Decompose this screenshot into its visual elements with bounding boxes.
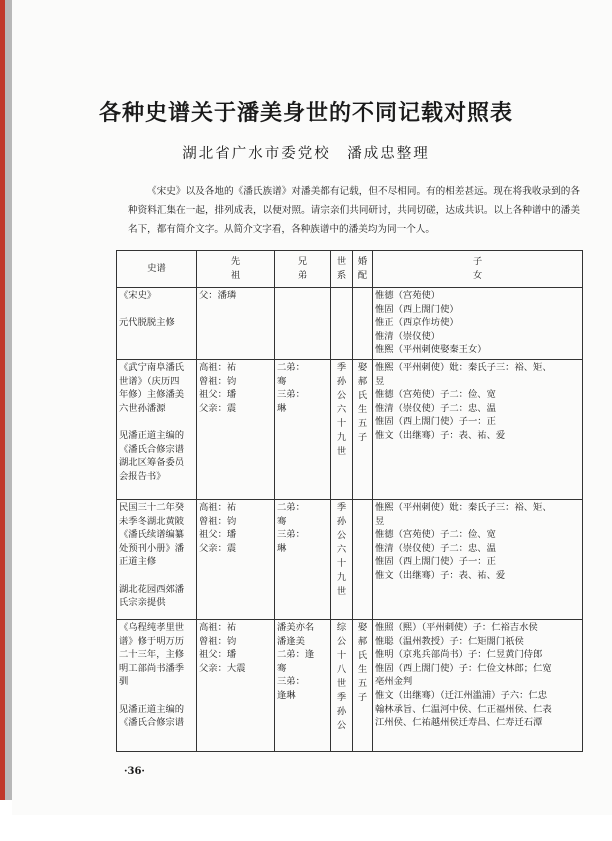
cell-ancestors-line: 高祖：祐: [199, 362, 237, 373]
cell-source-line: 《潘氏续谱编纂: [119, 529, 185, 541]
cell-ancestors-line: 曾祖：钧: [199, 375, 237, 387]
cell-children-line: 昱: [375, 515, 385, 527]
cell-ancestors-line: 父亲：震: [199, 402, 237, 414]
cell-children-line: 惟熙（平州刺使娶秦王女）: [375, 344, 487, 356]
cell-marriage: [353, 620, 373, 752]
cell-source-line: 明工部尚书潘季: [119, 662, 185, 674]
cell-source: [117, 500, 197, 620]
cell-brothers: [275, 288, 331, 360]
cell-source-line: 《潘氏合修宗谱: [119, 717, 185, 729]
cell-source-line: 年修）主修潘美: [119, 389, 185, 401]
cell-marriage-text: 娶郝氏生五子: [357, 622, 368, 703]
cell-children-line: 惟文（出继骞）子：表、祐、爱: [375, 569, 506, 581]
cell-source-line: 《乌程纯孝里世: [119, 622, 185, 633]
cell-brothers-line: 潘美亦名: [277, 622, 315, 633]
cell-source-line: 氏宗亲提供: [119, 597, 166, 609]
intro-paragraph: 《宋史》以及各地的《潘氏族谱》对潘美都有记载，但不尽相同。有的相差甚远。现在将我收录到的各种资料汇集在一起，排列成表，以便对照。请宗亲们共同研讨，共同切磋，达成共识。以上各种谱中的潘美名下，都有简介文字。从简介文字看，各种族谱中的潘美均为同一个人。: [128, 186, 580, 235]
cell-brothers-line: 骞: [277, 375, 287, 387]
header-source: 史谱: [117, 251, 197, 288]
cell-children-line: 惟熙（平州刺使）妣：秦氏子三：裕、矩、: [375, 362, 552, 373]
header-marriage: 婚配: [353, 251, 373, 288]
cell-brothers-line: 三弟：: [277, 529, 305, 541]
cell-source-line: 正道主修: [119, 556, 157, 568]
cell-children-line: 惟文（出继骞）（迁江州滥浦）子六：仁忠: [375, 689, 547, 701]
page-number: ·36·: [124, 766, 145, 777]
cell-source-line: [119, 569, 194, 583]
cell-marriage-text: 娶郝氏生五子: [357, 362, 368, 443]
page-title: 各种史谱关于潘美身世的不同记载对照表: [98, 100, 513, 126]
cell-ancestors-line: 父亲：震: [199, 542, 237, 554]
cell-ancestors: [197, 360, 275, 500]
cell-children-line: 惟清（崇仪使）子二：忠、温: [375, 542, 496, 554]
table-row: [117, 360, 583, 500]
cell-children-line: 惟照（熙）（平州刺使）子：仁裕吉水侯: [375, 622, 538, 633]
cell-brothers: [275, 620, 331, 752]
cell-ancestors-line: 祖父：璠: [199, 649, 237, 661]
cell-ancestors-line: 父：潘璘: [199, 290, 237, 301]
cell-brothers-line: 二弟：: [277, 502, 305, 513]
cell-source-line: 见潘正道主编的: [119, 703, 185, 715]
cell-brothers-line: 骞: [277, 662, 287, 674]
cell-source: [117, 360, 197, 500]
cell-marriage: [353, 360, 373, 500]
page-subtitle: 湖北省广水市委党校 潘成忠整理: [182, 146, 430, 162]
cell-children-line: 惟熙（平州刺使）妣：秦氏子三：裕、矩、: [375, 502, 552, 513]
cell-source-line: 处预刊小册》潘: [119, 542, 185, 554]
cell-ancestors: [197, 288, 275, 360]
table-header-row: [117, 251, 583, 288]
cell-source-line: [119, 415, 194, 429]
cell-children-line: 惟固（西上閤门使）子：仁俭文林郎；仁宽: [375, 662, 552, 674]
cell-source-line: 二十三年，主修: [119, 649, 185, 661]
cell-children-line: 惟清（崇仪使）子二：忠、温: [375, 402, 496, 414]
cell-children-line: 惟文（出继骞）子：表、祐、爱: [375, 429, 506, 441]
cell-source-line: 见潘正道主编的: [119, 429, 185, 441]
cell-source-line: 六世孙潘源: [119, 402, 166, 414]
cell-source: [117, 288, 197, 360]
cell-source-line: 民国三十二年癸: [119, 502, 185, 513]
cell-children: [373, 288, 583, 360]
cell-ancestors-line: 祖父：璠: [199, 529, 237, 541]
cell-source-line: 会报告书》: [119, 470, 166, 482]
cell-ancestors-line: 父亲：大震: [199, 662, 246, 674]
cell-source-line: [119, 303, 194, 317]
cell-source-line: 《武宁南阜潘氏: [119, 362, 185, 373]
cell-source-line: 元代脱脱主修: [119, 317, 175, 329]
header-ancestors: 先祖: [197, 251, 275, 288]
cell-source-line: 《宋史》: [119, 290, 157, 301]
cell-children-line: 翰林承旨、仁温河中侯、仁正福州侯、仁表: [375, 703, 552, 715]
cell-brothers-line: 二弟：: [277, 362, 305, 373]
cell-children-line: 惟德（宫苑使）子二：俭、宽: [375, 389, 496, 401]
cell-source-line: 世谱》（庆历四: [119, 375, 180, 387]
cell-children-line: 惟固（西上閤门使）子一：正: [375, 556, 496, 568]
cell-children: [373, 500, 583, 620]
cell-brothers-line: 逢琳: [277, 689, 296, 701]
cell-brothers-line: 琳: [277, 402, 287, 414]
cell-children-line: 惟聪（温州教授）子：仁矩閤门祇侯: [375, 635, 524, 647]
cell-brothers-line: 二弟：逢: [277, 649, 315, 661]
cell-brothers-line: 三弟：: [277, 389, 305, 401]
cell-ancestors-line: 高祖：祐: [199, 622, 237, 633]
cell-children-line: 惟德（宫苑使）: [375, 290, 441, 301]
cell-children: [373, 620, 583, 752]
comparison-table: [116, 250, 583, 752]
cell-generation: [331, 620, 353, 752]
cell-children-line: 惟固（西上閤门使）子一：正: [375, 416, 496, 428]
header-generation: 世系: [331, 251, 353, 288]
cell-children-line: 江州侯、仁祐越州侯迁寿昌、仁寿迁石潭: [375, 717, 543, 729]
cell-ancestors-line: 曾祖：钧: [199, 515, 237, 527]
cell-generation-text: 季孙公六十九世: [336, 502, 347, 597]
header-children: 子女: [373, 251, 583, 288]
cell-ancestors-line: 祖父：璠: [199, 389, 237, 401]
cell-source-line: 谱》修于明万历: [119, 635, 185, 647]
table-row: [117, 500, 583, 620]
table-row: [117, 620, 583, 752]
cell-generation: [331, 288, 353, 360]
cell-brothers-line: 琳: [277, 542, 287, 554]
cell-brothers: [275, 360, 331, 500]
cell-ancestors-line: 高祖：祐: [199, 502, 237, 513]
cell-children-line: 亳州金判: [375, 676, 413, 688]
cell-source-line: [119, 689, 194, 703]
cell-children-line: 惟德（宫苑使）子二：俭、宽: [375, 529, 496, 541]
cell-brothers-line: 潘逢美: [277, 635, 305, 647]
cell-children: [373, 360, 583, 500]
cell-source: [117, 620, 197, 752]
cell-generation-text: 综公十八世季孙公: [336, 622, 347, 731]
cell-children-line: 惟固（西上閤门使）: [375, 303, 459, 315]
cell-marriage: [353, 500, 373, 620]
cell-ancestors-line: 曾祖：钧: [199, 635, 237, 647]
cell-source-line: 未季冬湖北黄陂: [119, 515, 185, 527]
table-row: [117, 288, 583, 360]
cell-source-line: 驯: [119, 676, 129, 688]
cell-children-line: 惟明（京兆兵部尚书）子：仁昱黄门侍郎: [375, 649, 543, 661]
cell-brothers: [275, 500, 331, 620]
cell-source-line: 湖北花园西郊潘: [119, 583, 185, 595]
header-brothers: 兄弟: [275, 251, 331, 288]
cell-source-line: 湖北区筹备委员: [119, 457, 185, 469]
cell-ancestors: [197, 500, 275, 620]
cell-brothers-line: 三弟：: [277, 676, 305, 688]
cell-brothers-line: 骞: [277, 515, 287, 527]
cell-children-line: 惟清（崇仪使）: [375, 330, 441, 342]
cell-ancestors: [197, 620, 275, 752]
cell-generation: [331, 360, 353, 500]
cell-generation: [331, 500, 353, 620]
cell-children-line: 惟正（西京作坊使）: [375, 317, 459, 329]
cell-generation-text: 季孙公六十九世: [336, 362, 347, 457]
cell-source-line: 《潘氏合修宗谱: [119, 443, 185, 455]
cell-children-line: 昱: [375, 375, 385, 387]
cell-marriage: [353, 288, 373, 360]
